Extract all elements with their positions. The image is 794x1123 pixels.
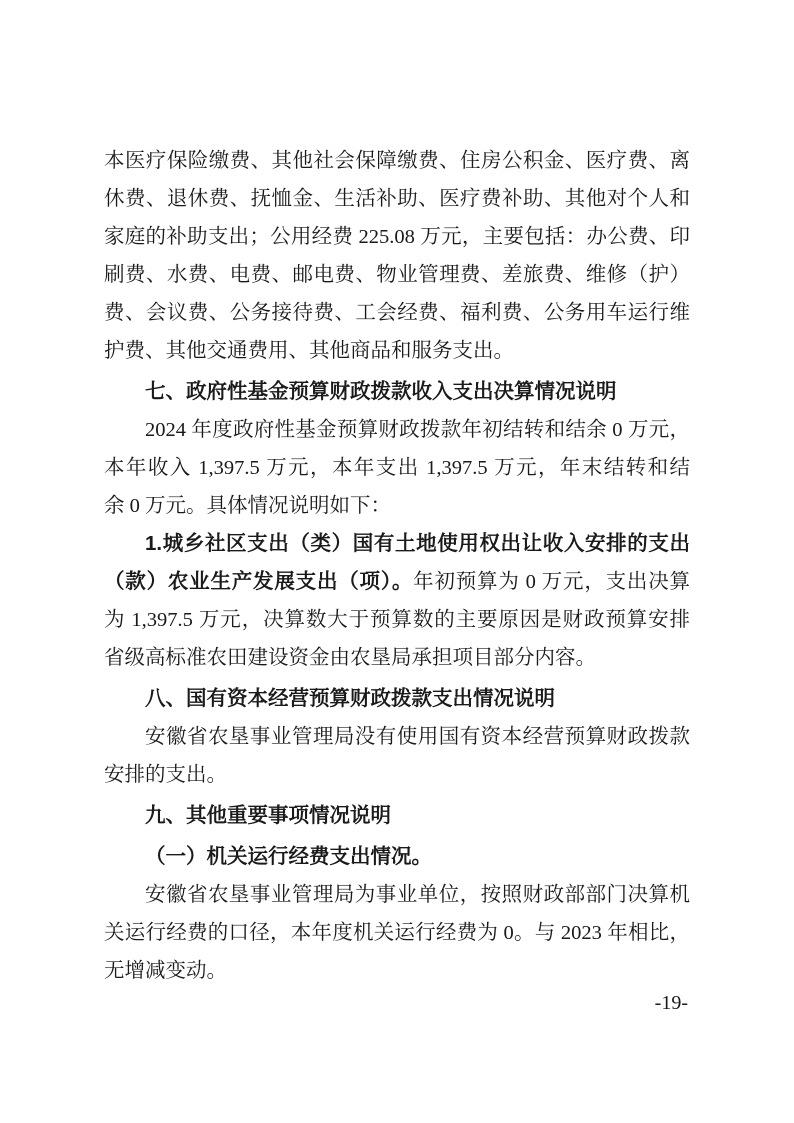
bold-text-run: 七、政府性基金预算财政拨款收入支出决算情况说明 — [145, 380, 617, 403]
text-line — [104, 525, 690, 563]
text-line — [104, 449, 690, 487]
bold-text-run: 九、其他重要事项情况说明 — [145, 804, 391, 827]
text-run: 本年收入 1,397.5 万元，本年支出 1,397.5 万元，年末结转和结 — [104, 457, 690, 479]
text-run: 无增减变动。 — [104, 960, 227, 982]
text-run: 护费、其他交通费用、其他商品和服务支出。 — [104, 340, 514, 362]
heading-line — [104, 373, 690, 411]
text-line — [104, 639, 690, 677]
text-run: 省级高标准农田建设资金由农垦局承担项目部分内容。 — [104, 647, 596, 669]
text-run: 家庭的补助支出；公用经费 225.08 万元，主要包括：办公费、印 — [104, 226, 690, 248]
text-run: 安徽省农垦事业管理局为事业单位，按照财政部部门决算机 — [145, 884, 690, 906]
text-line — [104, 487, 690, 525]
text-run: 为 1,397.5 万元，决算数大于预算数的主要原因是财政预算安排 — [104, 609, 690, 631]
text-run: 安徽省农垦事业管理局没有使用国有资本经营预算财政拨款 — [145, 726, 690, 748]
text-line — [104, 914, 690, 952]
text-run: 余 0 万元。具体情况说明如下： — [104, 495, 391, 517]
text-line — [104, 180, 690, 218]
text-run: 本医疗保险缴费、其他社会保障缴费、住房公积金、医疗费、离 — [104, 150, 690, 172]
text-run: 年初预算为 0 万元，支出决算 — [413, 571, 690, 593]
text-run: 2024 年度政府性基金预算财政拨款年初结转和结余 0 万元， — [145, 419, 690, 441]
text-line — [104, 411, 690, 449]
heading-line — [104, 797, 690, 835]
text-line — [104, 601, 690, 639]
document-lines — [104, 142, 690, 990]
text-line — [104, 756, 690, 794]
bold-text-run: （款）农业生产发展支出（项）。 — [104, 570, 414, 593]
text-line — [104, 218, 690, 256]
text-line — [104, 718, 690, 756]
text-line — [104, 332, 690, 370]
text-line — [104, 294, 690, 332]
heading-line — [104, 680, 690, 718]
bold-text-run: （一）机关运行经费支出情况。 — [145, 845, 432, 868]
bold-text-run: 1.城乡社区支出（类）国有土地使用权出让收入安排的支出 — [145, 532, 690, 555]
text-run: 费、会议费、公务接待费、工会经费、福利费、公务用车运行维 — [104, 302, 690, 324]
text-line — [104, 563, 690, 601]
bold-text-run: 八、国有资本经营预算财政拨款支出情况说明 — [145, 687, 555, 710]
text-line — [104, 256, 690, 294]
text-run: 休费、退休费、抚恤金、生活补助、医疗费补助、其他对个人和 — [104, 188, 690, 210]
text-run: 安排的支出。 — [104, 764, 227, 786]
heading-line — [104, 838, 690, 876]
text-line — [104, 952, 690, 990]
text-line — [104, 142, 690, 180]
text-run: 刷费、水费、电费、邮电费、物业管理费、差旅费、维修（护） — [104, 264, 690, 286]
text-run: 关运行经费的口径，本年度机关运行经费为 0。与 2023 年相比， — [104, 922, 690, 944]
page-number: -19- — [654, 992, 688, 1014]
text-line — [104, 876, 690, 914]
